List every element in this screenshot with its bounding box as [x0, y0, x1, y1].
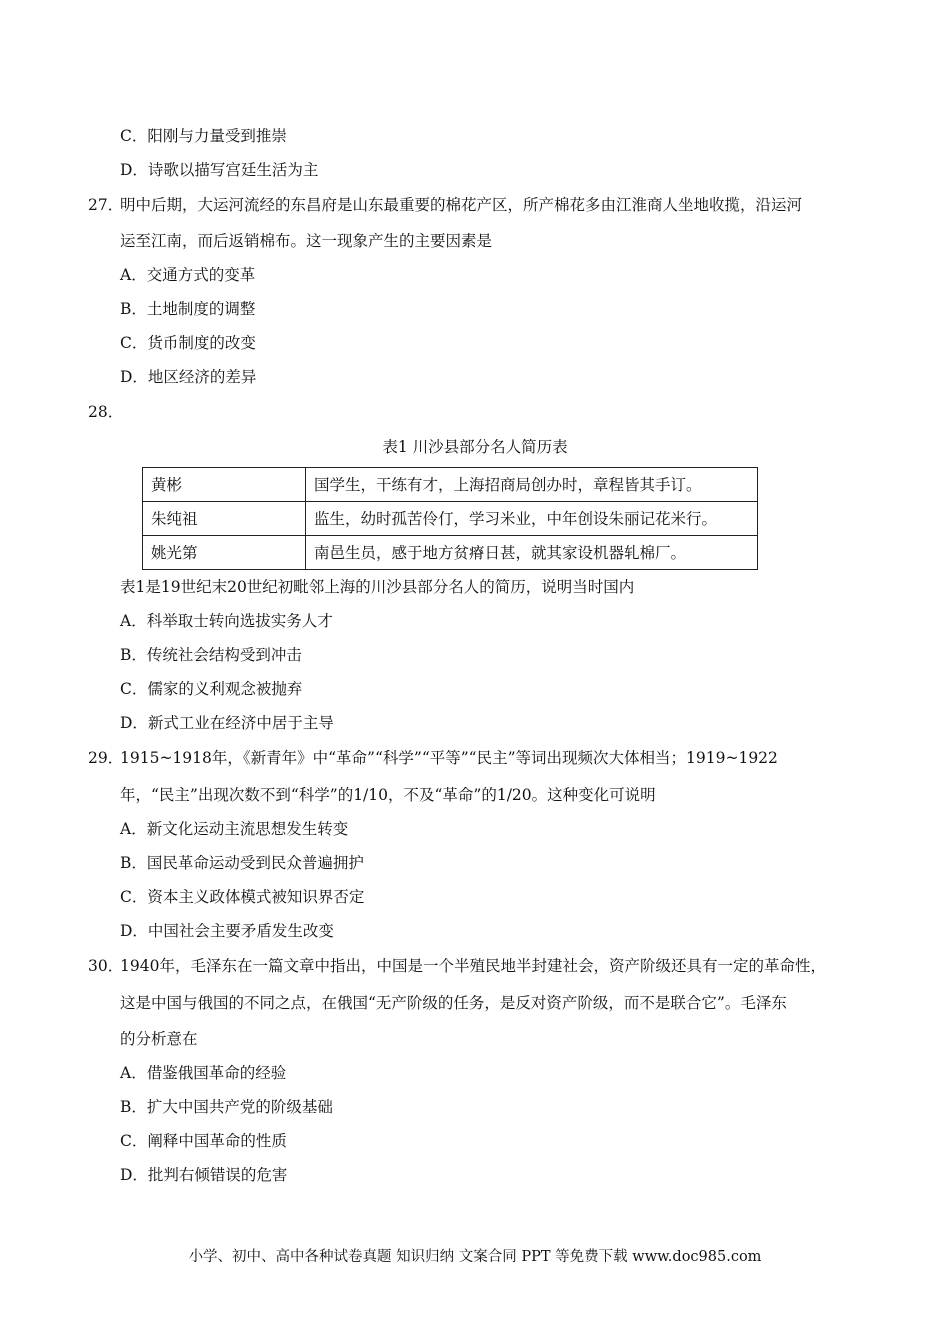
table-cell-name: 黄彬 — [143, 468, 306, 502]
q29-option-b: B．国民革命运动受到民众普遍拥护 — [120, 854, 364, 872]
table-cell-name: 姚光第 — [143, 536, 306, 570]
q28-option-c: C．儒家的义利观念被抛弃 — [120, 680, 303, 698]
q27-stem-line2: 运至江南，而后返销棉布。这一现象产生的主要因素是 — [120, 232, 493, 250]
table-cell-name: 朱纯祖 — [143, 502, 306, 536]
q29-option-a: A．新文化运动主流思想发生转变 — [120, 820, 349, 838]
q28-table-caption: 表1 川沙县部分名人简历表 — [382, 438, 568, 456]
q30-option-d: D．批判右倾错误的危害 — [120, 1166, 288, 1184]
q30-number: 30． — [88, 957, 124, 975]
q27-option-c: C．货币制度的改变 — [120, 334, 256, 352]
q30-stem-line2: 这是中国与俄国的不同之点，在俄国“无产阶级的任务，是反对资产阶级，而不是联合它”。毛泽东 — [120, 994, 787, 1012]
q27-option-b: B．土地制度的调整 — [120, 300, 256, 318]
q28-stem: 表1是19世纪末20世纪初毗邻上海的川沙县部分名人的简历，说明当时国内 — [120, 578, 635, 596]
q26-option-c: C．阳刚与力量受到推崇 — [120, 127, 287, 145]
q30-option-b: B．扩大中国共产党的阶级基础 — [120, 1098, 333, 1116]
table-cell-bio: 南邑生员，感于地方贫瘠日甚，就其家设机器轧棉厂。 — [306, 536, 758, 570]
q30-stem-line3: 的分析意在 — [120, 1030, 198, 1048]
q30-stem-line1: 1940年，毛泽东在一篇文章中指出，中国是一个半殖民地半封建社会，资产阶级还具有一定的革命性， — [120, 957, 826, 975]
table-row — [143, 502, 758, 536]
table-cell-bio: 国学生，干练有才，上海招商局创办时，章程皆其手订。 — [306, 468, 758, 502]
q30-option-c: C．阐释中国革命的性质 — [120, 1132, 287, 1150]
q27-option-d: D．地区经济的差异 — [120, 368, 257, 386]
q28-option-d: D．新式工业在经济中居于主导 — [120, 714, 334, 732]
q28-table — [142, 467, 758, 570]
q28-number: 28． — [88, 403, 124, 421]
q29-option-c: C．资本主义政体模式被知识界否定 — [120, 888, 365, 906]
table-row — [143, 468, 758, 502]
q30-option-a: A．借鉴俄国革命的经验 — [120, 1064, 287, 1082]
q28-option-a: A．科举取士转向选拔实务人才 — [120, 612, 333, 630]
q27-option-a: A．交通方式的变革 — [120, 266, 256, 284]
page-footer: 小学、初中、高中各种试卷真题 知识归纳 文案合同 PPT 等免费下载 www.doc985.com — [188, 1249, 762, 1265]
table-row — [143, 536, 758, 570]
q28-option-b: B．传统社会结构受到冲击 — [120, 646, 302, 664]
q27-stem-line1: 明中后期，大运河流经的东昌府是山东最重要的棉花产区，所产棉花多由江淮商人坐地收揽，沿运河 — [120, 196, 803, 214]
q29-number: 29． — [88, 749, 124, 767]
q29-option-d: D．中国社会主要矛盾发生改变 — [120, 922, 334, 940]
q27-number: 27． — [88, 196, 124, 214]
q29-stem-line2: 年，“民主”出现次数不到“科学”的1/10，不及“革命”的1/20。这种变化可说明 — [120, 786, 656, 804]
q29-stem-line1: 1915~1918年，《新青年》中“革命”“科学”“平等”“民主”等词出现频次大体相当；1919~1922 — [120, 749, 778, 767]
table-cell-bio: 监生，幼时孤苦伶仃，学习米业，中年创设朱丽记花米行。 — [306, 502, 758, 536]
q26-option-d: D．诗歌以描写宫廷生活为主 — [120, 161, 319, 179]
